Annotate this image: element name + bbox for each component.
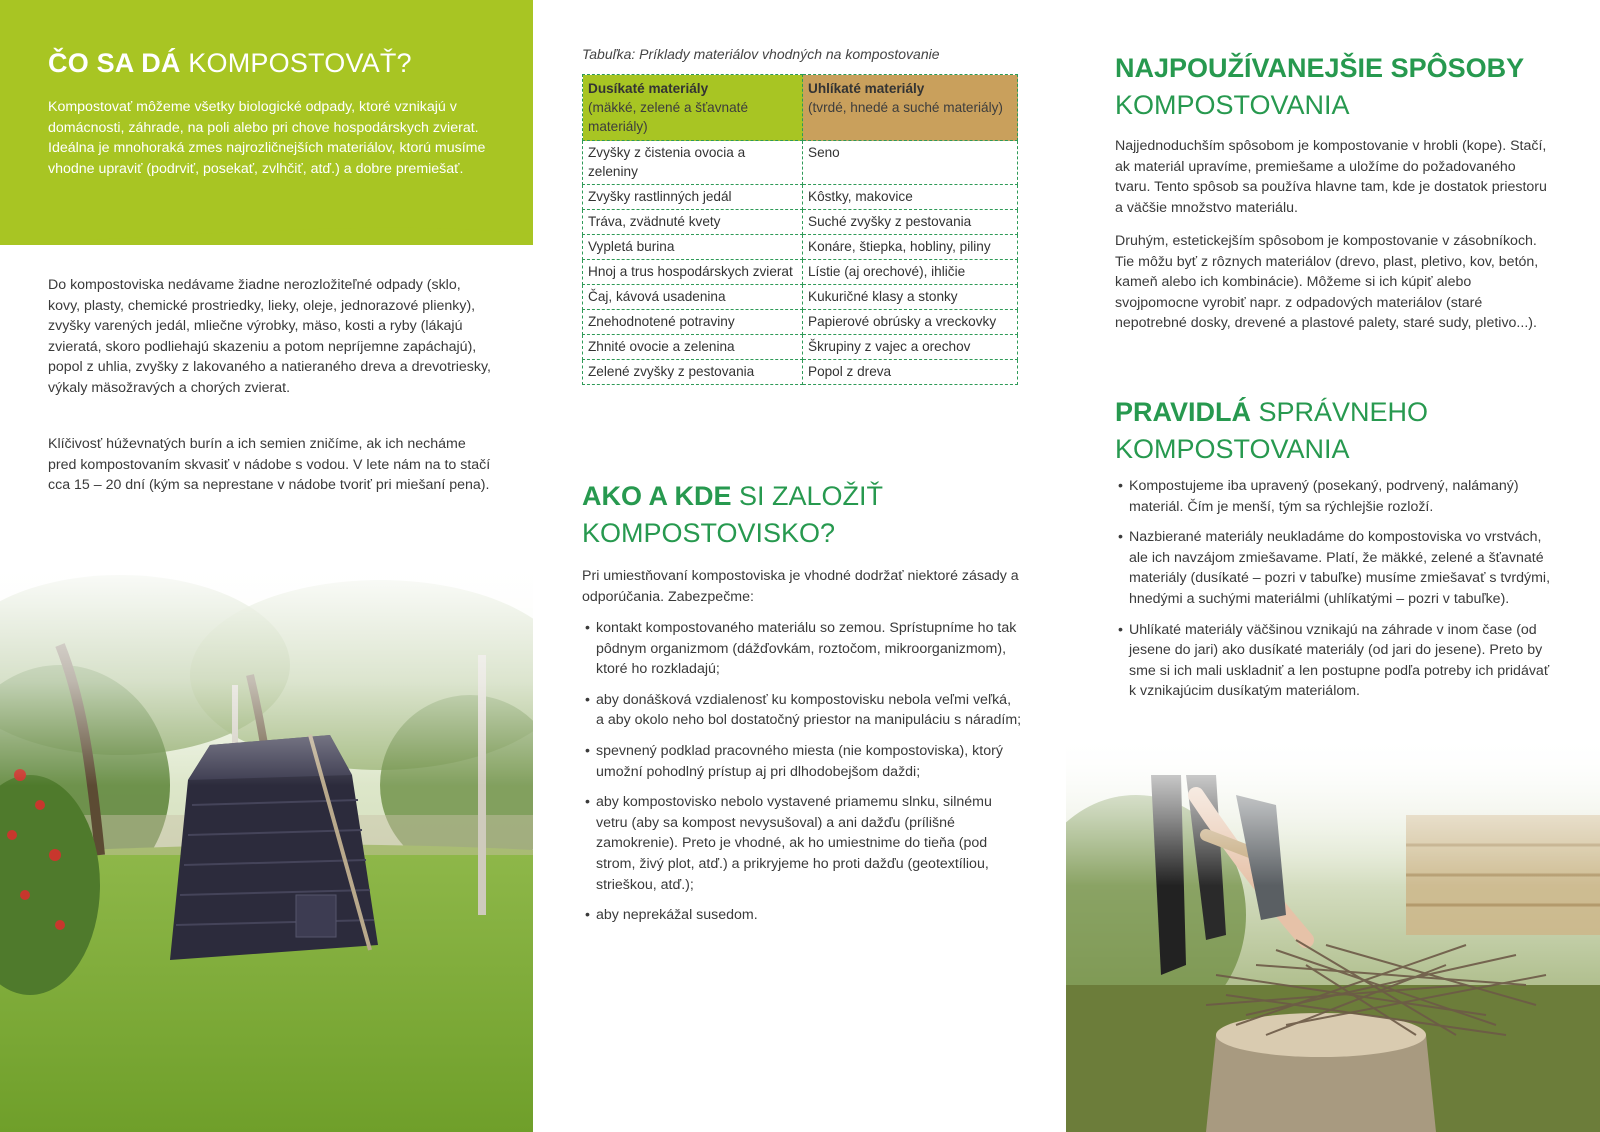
heading-bold-part: AKO A KDE <box>582 481 732 511</box>
cell-nitrogen: Hnoj a trus hospodárskych zvierat <box>583 260 803 285</box>
section-heading-what-to-compost <box>48 48 412 79</box>
table-row <box>583 360 1018 385</box>
section-heading-how-where <box>582 478 1022 552</box>
list-item: • aby neprekážal susedom. <box>582 905 1022 926</box>
cell-carbon: Kukuričné klasy a stonky <box>803 285 1018 310</box>
table-row <box>583 285 1018 310</box>
table-row <box>583 335 1018 360</box>
rules-list <box>1115 476 1555 712</box>
header-nitrogen <box>583 75 803 141</box>
list-item: • kontakt kompostovaného materiálu so zemou. Sprístupníme ho tak pôdnym organizmom (dážďovkám, roztočom, mikroorganizmom), ktoré ho rozkladajú; <box>582 618 1022 680</box>
header-carbon-title: Uhlíkaté materiály <box>808 81 925 96</box>
methods-paragraph-1: Najjednoduchším spôsobom je kompostovanie v hrobli (kope). Stačí, ak materiál upravíme, premiešame a uložíme do požadovaného tvaru. Tento spôsob sa používa hlavne tam, kde je dostatok priestoru a väčšie množstvo materiálu. <box>1115 138 1547 216</box>
cell-carbon: Škrupiny z vajec a orechov <box>803 335 1018 360</box>
list-item: • aby kompostovisko nebolo vystavené priamemu slnku, silnému vetru (aby sa kompost nevysušoval) a ani dažďu (prílišné zamokrenie). Preto je vhodné, ak ho umiestnime do tieňa (pod strom, živý plot, atď.) a prikryjeme ho proti dažďu (geotextíliou, strieškou, atď.); <box>582 792 1022 895</box>
table-row <box>583 141 1018 185</box>
cell-nitrogen: Zelené zvyšky z pestovania <box>583 360 803 385</box>
cell-carbon: Papierové obrúsky a vreckovky <box>803 310 1018 335</box>
list-item: • Uhlíkaté materiály väčšinou vznikajú na záhrade v inom čase (od jesene do jari) ako dusíkaté materiály (od jari do jesene). Preto by sme si ich mali uskladniť a len postupne podľa potreby ich pridávať k vznikajúcim dusíkatým materiálom. <box>1115 620 1555 702</box>
heading-rest-part: KOMPOSTOVAŤ? <box>180 48 412 78</box>
header-carbon-sub: (tvrdé, hnedé a suché materiály) <box>808 100 1003 115</box>
column-left <box>0 0 533 1132</box>
list-item: • Nazbierané materiály neukladáme do kompostoviska vo vrstvách, ale ich navzájom zmiešavame. Platí, že mäkké, zelené a šťavnaté materiály (dusíkaté – pozri v tabuľke) musíme zmiešavať s tvrdými, hnedými a suchými materiálmi (uhlíkatými – pozri v tabuľke). <box>1115 527 1555 609</box>
cell-nitrogen: Tráva, zvädnuté kvety <box>583 210 803 235</box>
section-heading-methods <box>1115 50 1575 124</box>
composter-illustration <box>0 555 533 1132</box>
how-where-list <box>582 618 1022 936</box>
table-header-row <box>583 75 1018 141</box>
heading-bold-part: ČO SA DÁ <box>48 48 181 78</box>
wave-divider <box>0 220 533 260</box>
cell-nitrogen: Zvyšky z čistenia ovocia a zeleniny <box>583 141 803 185</box>
header-nitrogen-title: Dusíkaté materiály <box>588 81 709 96</box>
intro-text: Kompostovať môžeme všetky biologické odpady, ktoré vznikajú v domácnosti, záhrade, na poli alebo pri chove hospodárskych zvierat. Ideálna je mnohoraká zmes najrozličnejších materiálov, ktorú musíme vhodne upraviť (podrviť, posekať, zvlhčiť, atď.) a dobre premiešať. <box>48 99 486 177</box>
cell-nitrogen: Čaj, kávová usadenina <box>583 285 803 310</box>
branches-illustration <box>1066 735 1600 1132</box>
table-row <box>583 310 1018 335</box>
list-item: • aby donášková vzdialenosť ku kompostovisku nebola veľmi veľká, a aby okolo neho bol dostatočný priestor na manipuláciu s náradím; <box>582 690 1022 731</box>
cell-carbon: Popol z dreva <box>803 360 1018 385</box>
table-caption: Tabuľka: Príklady materiálov vhodných na kompostovanie <box>582 46 940 62</box>
table-row <box>583 185 1018 210</box>
cell-nitrogen: Vypletá burina <box>583 235 803 260</box>
table-row <box>583 235 1018 260</box>
composter-garden-photo <box>0 555 533 1132</box>
paragraph-weeds: Klíčivosť húževnatých burín a ich semien zničíme, ak ich necháme pred kompostovaním skvasiť v nádobe s vodou. V lete nám na to stačí cca 15 – 20 dní (kým sa neprestane v nádobe tvoriť pri miešaní pena). <box>48 436 491 494</box>
materials-table <box>582 74 1018 385</box>
table-row <box>583 260 1018 285</box>
cell-nitrogen: Zhnité ovocie a zelenina <box>583 335 803 360</box>
paragraph-not-compost: Do kompostoviska nedávame žiadne nerozložiteľné odpady (sklo, kovy, plasty, chemické prostriedky, lieky, oleje, jednorazové plienky), zvyšky varených jedál, mliečne výrobky, mäso, kosti a ryby (lákajú zvieratá, skoro podliehajú skazeniu a potom nepríjemne zapáchajú), popol z uhlia, zvyšky z lakovaného a natieraného dreva a drevotriesky, výkaly mäsožravých a chorých zvierat. <box>48 277 491 396</box>
how-where-intro: Pri umiestňovaní kompostoviska je vhodné dodržať niektoré zásady a odporúčania. Zabezpečme: <box>582 568 1019 605</box>
cell-nitrogen: Znehodnotené potraviny <box>583 310 803 335</box>
header-carbon <box>803 75 1018 141</box>
branches-axe-photo <box>1066 735 1600 1132</box>
header-nitrogen-sub: (mäkké, zelené a šťavnaté materiály) <box>588 100 748 134</box>
cell-carbon: Konáre, štiepka, hobliny, piliny <box>803 235 1018 260</box>
heading-rest-part: SPRÁVNEHO KOMPOSTOVANIA <box>1115 397 1429 464</box>
cell-carbon: Lístie (aj orechové), ihličie <box>803 260 1018 285</box>
cell-carbon: Kôstky, makovice <box>803 185 1018 210</box>
heading-bold-part: NAJPOUŽÍVANEJŠIE SPÔSOBY <box>1115 53 1525 83</box>
section-heading-rules <box>1115 394 1555 468</box>
cell-nitrogen: Zvyšky rastlinných jedál <box>583 185 803 210</box>
heading-bold-part: PRAVIDLÁ <box>1115 397 1252 427</box>
cell-carbon: Suché zvyšky z pestovania <box>803 210 1018 235</box>
heading-rest-part: SI ZALOŽIŤ KOMPOSTOVISKO? <box>582 481 884 548</box>
methods-paragraph-2: Druhým, estetickejším spôsobom je kompostovanie v zásobníkoch. Tie môžu byť z rôznych materiálov (drevo, plast, pletivo, kov, betón, kameň alebo ich kombinácie). Môžeme si ich kúpiť alebo svojpomocne vyrobiť napr. z odpadových materiálov (staré nepotrebné dosky, drevené a plastové palety, staré sudy, pletivo...). <box>1115 233 1539 332</box>
cell-carbon: Seno <box>803 141 1018 185</box>
list-item: • spevnený podklad pracovného miesta (nie kompostoviska), ktorý umožní pohodlný prístup aj pri dlhodobejšom daždi; <box>582 741 1022 782</box>
heading-rest-part: KOMPOSTOVANIA <box>1115 90 1350 120</box>
table-row <box>583 210 1018 235</box>
list-item: • Kompostujeme iba upravený (posekaný, podrvený, nalámaný) materiál. Čím je menší, tým sa rýchlejšie rozloží. <box>1115 476 1555 517</box>
